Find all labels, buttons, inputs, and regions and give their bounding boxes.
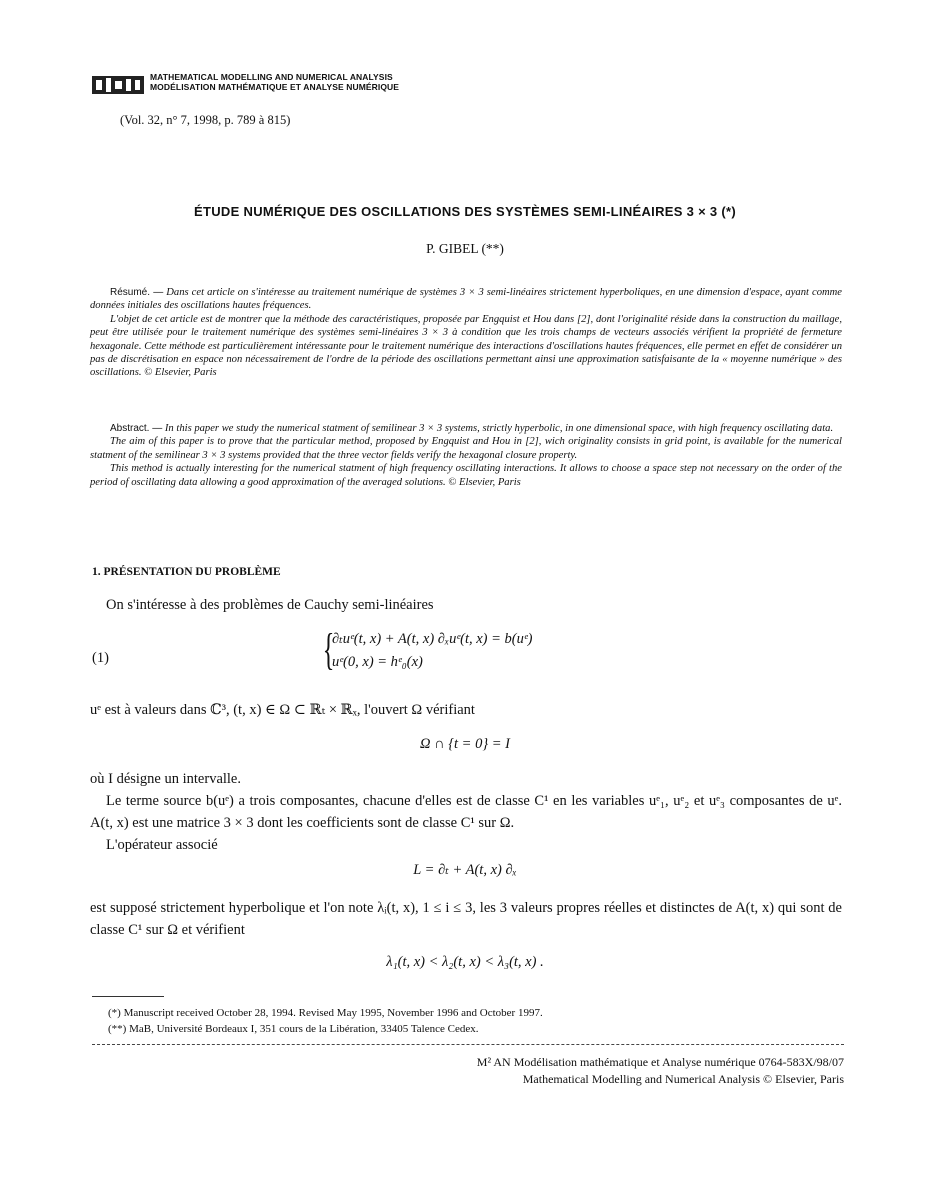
footnote-1: (*) Manuscript received October 28, 1994. Revised May 1995, November 1996 and October 1997. [108,1007,543,1019]
journal-name [150,72,399,92]
abstract-block [90,422,842,489]
publisher-line-1: M² AN Modélisation mathématique et Analyse numérique 0764-583X/98/07 [476,1055,844,1069]
omega-equation: Ω ∩ {t = 0} = I [420,736,510,752]
section-heading: 1. PRÉSENTATION DU PROBLÈME [92,566,281,578]
abstract-paragraph-1: In this paper we study the numerical statment of semilinear 3 × 3 systems, strictly hyperbolic, in one dimensional space, with high frequency oscillating data. [164,423,834,434]
article-title: ÉTUDE NUMÉRIQUE DES OSCILLATIONS DES SYSTÈMES SEMI-LINÉAIRES 3 × 3 (*) [194,204,736,219]
equation-line-2: uᵉ(0, x) = hᵉ₀(x) [332,654,423,670]
bottom-rule [92,1044,844,1045]
cauchy-system [332,628,533,674]
intro-text: On s'intéresse à des problèmes de Cauchy semi-linéaires [106,597,434,613]
system-brace: { [322,625,335,674]
footnote-2: (**) MaB, Université Bordeaux I, 351 cours de la Libération, 33405 Talence Cedex. [108,1023,479,1035]
resume-block [90,286,842,380]
journal-logo [92,74,144,96]
equation-line-1: ∂ₜuᵉ(t, x) + A(t, x) ∂ₓuᵉ(t, x) = b(uᵉ) [332,631,533,647]
source-paragraph: Le terme source b(uᵉ) a trois composantes, chacune d'elles est de classe C¹ en les variables uᵉ₁, uᵉ₂ et uᵉ₃ composantes de uᵉ. A(t, x) est une matrice 3 × 3 dont les coefficients sont de classe C¹ sur Ω. [90,793,842,831]
eigenvalue-inequality: λ₁(t, x) < λ₂(t, x) < λ₃(t, x) . [386,954,544,970]
resume-paragraph-2: L'objet de cet article est de montrer que la méthode des caractéristiques, proposée par Engquist et Hou dans [2], dont l'originalité réside dans la construction du maillage, peut être utilisée pour le traitement numérique des systèmes semi-linéaires 3 × 3 à condition que les trois champs de vecteurs associés vérifient la propriété de fermeture hexagonale. Cette méthode est particulièrement intéressante pour le traitement numérique des interactions d'oscillations hautes fréquences, elle permet en effet de considérer un pas de discrétisation en espace non nécessairement de l'ordre de la période des oscillations permettant ainsi une approximation satisfaisante de la « moyenne numérique » des oscillations. © Elsevier, Paris [90,313,842,379]
abstract-paragraph-3: This method is actually interesting for the numerical statment of high frequency oscillating interactions. It allows to choose a space step not necessary on the order of the period of oscillating data allowing a good approximation of the averaged solutions. © Elsevier, Paris [90,463,842,488]
volume-info: (Vol. 32, n° 7, 1998, p. 789 à 815) [120,113,291,127]
equation-number: (1) [92,650,109,666]
abstract-paragraph-2: The aim of this paper is to prove that the particular method, proposed by Engquist and Hou in [2], wich originality consists in grid point, is available for the numerical statment of the semilinear 3 × 3 systems provided that the three vector fields verify the hexagonal closure property. [90,436,842,461]
journal-name-fr: MODÉLISATION MATHÉMATIQUE ET ANALYSE NUMÉRIQUE [150,82,400,92]
operator-equation: L = ∂ₜ + A(t, x) ∂ₓ [413,862,517,878]
interval-line: où I désigne un intervalle. [90,771,241,787]
resume-label: Résumé. — [110,287,164,298]
article-author: P. GIBEL (**) [426,241,504,256]
values-line: uᵉ est à valeurs dans ℂ³, (t, x) ∈ Ω ⊂ ℝₜ × ℝₓ, l'ouvert Ω vérifiant [90,702,475,718]
resume-paragraph-1: Dans cet article on s'intéresse au traitement numérique de systèmes 3 × 3 semi-linéaires strictement hyperboliques, en une dimension d'espace, ayant comme données initiales des oscillations hautes fréquences. [90,287,842,312]
operator-line: L'opérateur associé [106,837,218,853]
footnote-rule [92,996,164,997]
publisher-info [477,1054,844,1088]
footnotes [108,1005,543,1037]
journal-name-en: MATHEMATICAL MODELLING AND NUMERICAL ANALYSIS [150,72,393,82]
abstract-label: Abstract. — [110,423,163,434]
hyperbolic-paragraph: est supposé strictement hyperbolique et l'on note λᵢ(t, x), 1 ≤ i ≤ 3, les 3 valeurs propres réelles et distinctes de A(t, x) qui sont de classe C¹ sur Ω et vérifient [90,900,842,938]
publisher-line-2: Mathematical Modelling and Numerical Analysis © Elsevier, Paris [522,1072,844,1086]
